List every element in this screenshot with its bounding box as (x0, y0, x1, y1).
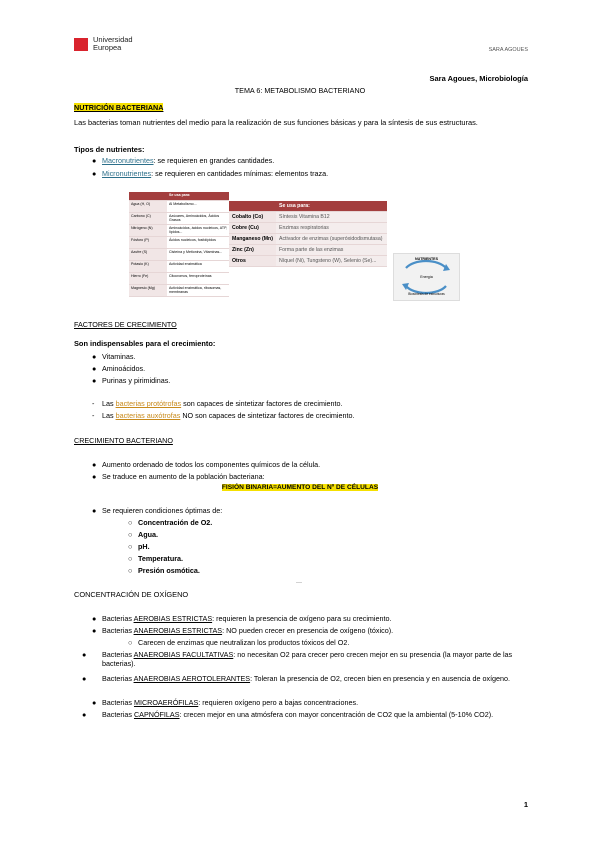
macronutrients-table (129, 192, 229, 297)
list-item: ○ Presión osmótica. (128, 566, 200, 575)
list-item: ● Se traduce en aumento de la población bacteriana: (92, 472, 265, 481)
table-row: Potasio (K) Actividad enzimática (129, 261, 229, 273)
table-row: Nitrógeno (N) Aminoácidos, ácidos nucleicos, ATP, lípidos... (129, 225, 229, 237)
cycle-middle-label: Energía (420, 275, 433, 279)
fission-highlight: FISIÓN BINARIA=AUMENTO DEL Nº DE CÉLULAS (221, 484, 379, 491)
micro-item: ● Micronutrientes: se requieren en cantidades mínimas: elementos traza. (92, 169, 329, 178)
list-item: ○ Carecen de enzimas que neutralizan los productos tóxicos del O2. (128, 638, 350, 647)
header-name: SARA AGOUES (488, 47, 528, 53)
auxotrofas-item: - Las bacterias auxótrofas NO son capaces de sintetizar factores de crecimiento. (92, 411, 355, 420)
table-row: Carbono (C) Azúcares, Aminoácidos, Ácidos Grasos (129, 213, 229, 225)
list-item: ● Bacterias MICROAERÓFILAS: requieren oxígeno pero a bajas concentraciones. (92, 698, 359, 707)
page-title: TEMA 6: METABOLISMO BACTERIANO (234, 86, 366, 95)
list-item: ● Bacterias ANAEROBIAS ESTRICTAS: NO pueden crecer en presencia de oxígeno (tóxico). (92, 626, 394, 635)
cycle-bottom-label: Biosíntesis de estructuras (408, 292, 445, 296)
author-line: Sara Agoues, Microbiología (429, 74, 528, 83)
nutricion-intro: Las bacterias toman nutrientes del medio para la realización de sus funciones básicas y para la síntesis de sus estructuras. (74, 118, 478, 127)
list-item: ● Purinas y pirimidinas. (92, 376, 171, 385)
list-item: ● Se requieren condiciones óptimas de: (92, 506, 223, 515)
factores-heading: FACTORES DE CRECIMIENTO (74, 320, 177, 329)
oxigeno-heading: CONCENTRACIÓN DE OXÍGENO (74, 590, 189, 599)
tipos-label: Tipos de nutrientes: (74, 145, 145, 154)
list-item: ● Bacterias ANAEROBIAS AEROTOLERANTES: Toleran la presencia de O2, crecen bien en presencia y en ausencia de oxígeno. (82, 674, 511, 683)
protrofas-item: - Las bacterias protótrofas son capaces de sintetizar factores de crecimiento. (92, 399, 343, 408)
list-item: ● Aumento ordenado de todos los componentes químicos de la célula. (92, 460, 321, 469)
page-number: 1 (523, 800, 528, 809)
table-row: Manganeso (Mn) Activador de enzimas (superóxidodismutasa) (229, 234, 387, 245)
list-item: ○ Temperatura. (128, 554, 184, 563)
table-row: Cobalto (Co) Síntesis Vitamina B12 (229, 212, 387, 223)
ellipsis: ... (296, 576, 302, 585)
table-row: Magnesio (Mg) Actividad enzimática, ribosomas, membranas (129, 285, 229, 297)
list-item: ○ pH. (128, 542, 150, 551)
micronutrients-table (229, 201, 387, 267)
table-row: Fósforo (P) Ácidos nucleicos, fosfolípidos (129, 237, 229, 249)
list-item: ○ Concentración de O2. (128, 518, 213, 527)
table-row: Hierro (Fe) Citocromos, ferroproteínas (129, 273, 229, 285)
table-row: Agua (H, O) Al Metabolismo... (129, 201, 229, 213)
factores-intro: Son indispensables para el crecimiento: (74, 339, 216, 348)
list-item: ● Bacterias ANAEROBIAS FACULTATIVAS: no necesitan O2 para crecer pero crecen mejor en su presencia (la mayor parte de las bacterias). (82, 650, 513, 668)
nutrient-cycle-diagram (393, 253, 460, 301)
crecimiento-heading: CRECIMIENTO BACTERIANO (74, 436, 173, 445)
logo-line2: Europea (93, 43, 122, 52)
cycle-top-label: NUTRIENTES (415, 257, 438, 261)
university-logo (74, 36, 133, 52)
table-row: Azufre (S) Cisteína y Metionina, Vitaminas... (129, 249, 229, 261)
macro-item: ● Macronutrientes: se requieren en grandes cantidades. (92, 156, 275, 165)
list-item: ● Bacterias AEROBIAS ESTRICTAS: requieren la presencia de oxígeno para su crecimiento. (92, 614, 392, 623)
list-item: ● Aminoácidos. (92, 364, 146, 373)
table-row: Otros Níquel (Ni), Tungsteno (W), Selenio (Se)... (229, 256, 387, 267)
t2-header: Se usa para: (276, 201, 387, 212)
list-item: ● Bacterias CAPNÓFILAS: crecen mejor en una atmósfera con mayor concentración de CO2 que la ambiental (5-10% CO2). (82, 710, 494, 719)
t1-header: Se usa para: (167, 192, 229, 201)
list-item: ● Vitaminas. (92, 352, 136, 361)
logo-mark-icon (74, 38, 88, 51)
table-row: Cobre (Cu) Enzimas respiratorias (229, 223, 387, 234)
logo-line1: Universidad (93, 35, 133, 44)
list-item: ○ Agua. (128, 530, 158, 539)
table-row: Zinc (Zn) Forma parte de las enzimas (229, 245, 387, 256)
nutricion-heading: NUTRICIÓN BACTERIANA (74, 103, 164, 112)
